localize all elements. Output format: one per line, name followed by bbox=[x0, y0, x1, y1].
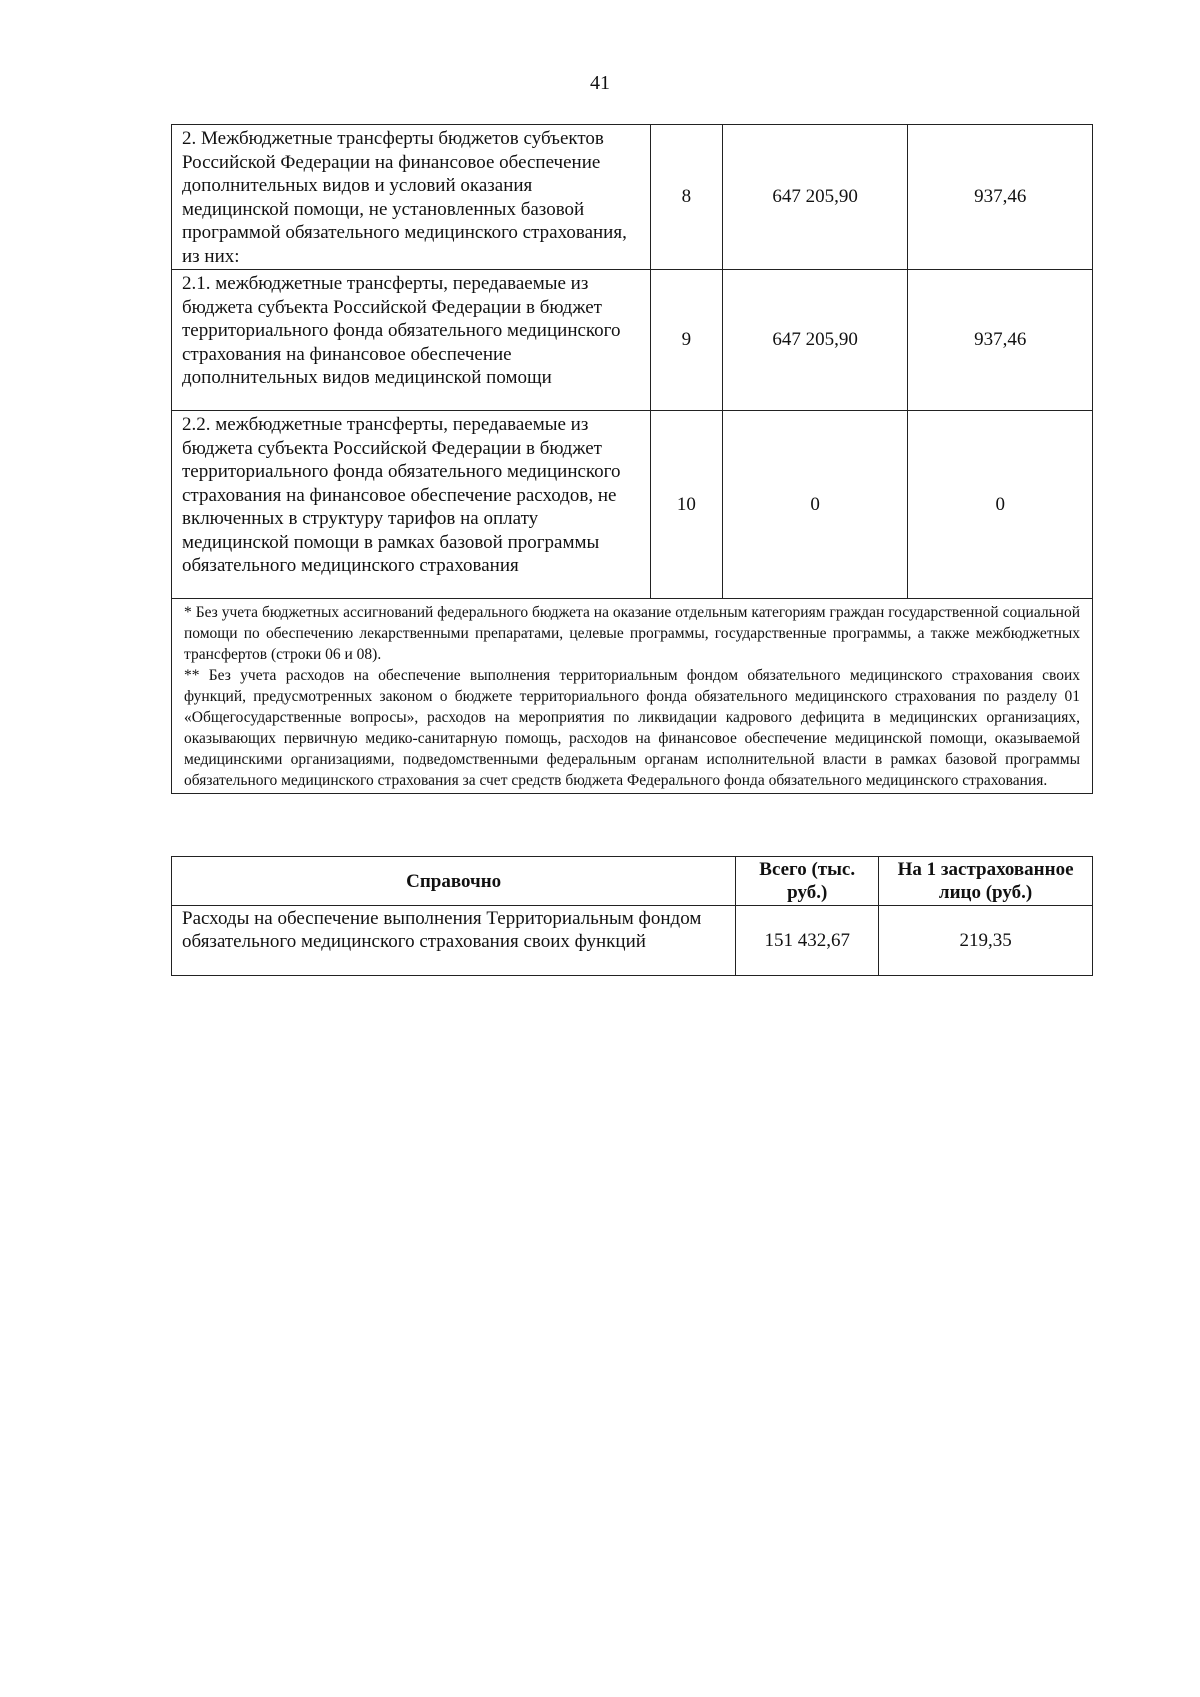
table-row bbox=[172, 411, 1093, 599]
row-line-number: 10 bbox=[651, 411, 723, 599]
reference-total-header: Всего (тыс. руб.) bbox=[736, 857, 879, 906]
row-total: 647 205,90 bbox=[722, 125, 908, 270]
reference-total: 151 432,67 bbox=[736, 906, 879, 976]
reference-table bbox=[171, 856, 1093, 976]
footnote-1: * Без учета бюджетных ассигнований федерального бюджета на оказание отдельным категориям граждан государственной социальной помощи по обеспечению лекарственными препаратами, целевые программы, государственные программы, а также межбюджетных трансфертов (строки 06 и 08). bbox=[184, 604, 1080, 663]
row-description: 2.1. межбюджетные трансферты, передаваемые из бюджета субъекта Российской Федерации в бюджет территориального фонда обязательного медицинского страхования на финансовое обеспечение дополнительных видов медицинской помощи bbox=[172, 270, 651, 411]
table-row bbox=[172, 270, 1093, 411]
page-number: 41 bbox=[590, 72, 610, 94]
row-description: 2. Межбюджетные трансферты бюджетов субъектов Российской Федерации на финансовое обеспечение дополнительных видов и условий оказания медицинской помощи, не установленных базовой программой обязательного медицинского страхования, из них: bbox=[172, 125, 651, 270]
footnote-2: ** Без учета расходов на обеспечение выполнения территориальным фондом обязательного медицинского страхования своих функций, предусмотренных законом о бюджете территориального фонда обязательного медицинского страхования по разделу 01 «Общегосударственные вопросы», расходов на мероприятия по ликвидации кадрового дефицита в медицинских организациях, оказывающих первичную медико-санитарную помощь, расходов на финансовое обеспечение медицинской помощи, оказываемой медицинскими организациями, подведомственными федеральным органам исполнительной власти в рамках базовой программы обязательного медицинского страхования за счет средств бюджета Федерального фонда обязательного медицинского страхования. bbox=[184, 667, 1080, 789]
reference-per-person: 219,35 bbox=[879, 906, 1093, 976]
row-line-number: 9 bbox=[651, 270, 723, 411]
table-row bbox=[172, 906, 1093, 976]
table-row bbox=[172, 125, 1093, 270]
row-per-person: 937,46 bbox=[908, 125, 1093, 270]
reference-description: Расходы на обеспечение выполнения Территориальным фондом обязательного медицинского страхования своих функций bbox=[172, 906, 736, 976]
reference-title: Справочно bbox=[172, 857, 736, 906]
footnotes-cell bbox=[172, 599, 1093, 794]
reference-per-person-header: На 1 застрахованное лицо (руб.) bbox=[879, 857, 1093, 906]
row-total: 0 bbox=[722, 411, 908, 599]
row-description: 2.2. межбюджетные трансферты, передаваемые из бюджета субъекта Российской Федерации в бюджет территориального фонда обязательного медицинского страхования на финансовое обеспечение расходов, не включенных в структуру тарифов на оплату медицинской помощи в рамках базовой программы обязательного медицинского страхования bbox=[172, 411, 651, 599]
row-per-person: 937,46 bbox=[908, 270, 1093, 411]
footnotes-row bbox=[172, 599, 1093, 794]
row-per-person: 0 bbox=[908, 411, 1093, 599]
row-total: 647 205,90 bbox=[722, 270, 908, 411]
row-line-number: 8 bbox=[651, 125, 723, 270]
expenses-table bbox=[171, 124, 1093, 794]
reference-header-row bbox=[172, 857, 1093, 906]
